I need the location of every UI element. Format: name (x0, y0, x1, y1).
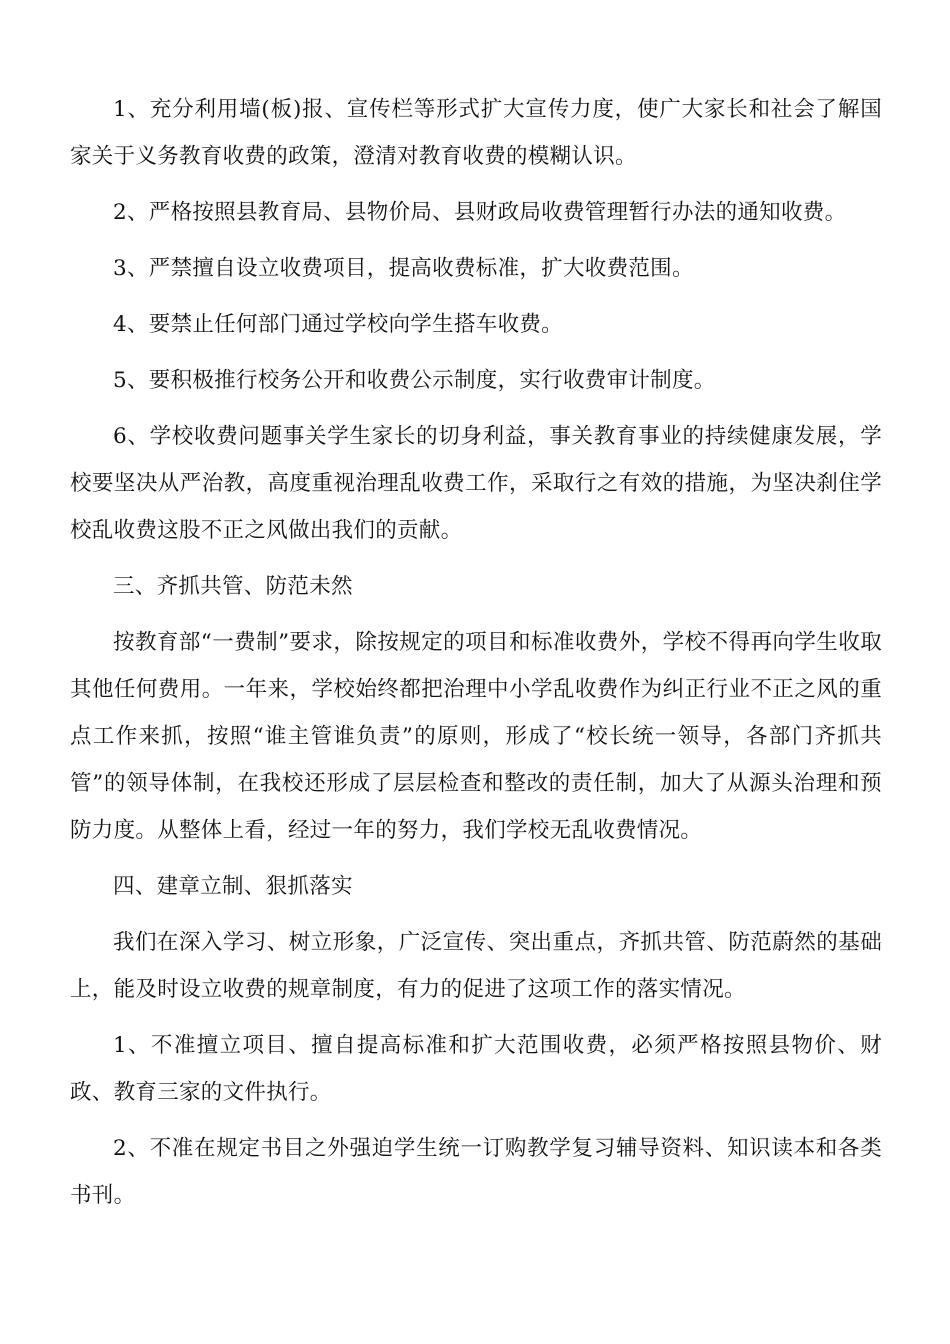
document-page (70, 86, 882, 1228)
paragraph-publicity: 1、充分利用墙(板)报、宣传栏等形式扩大宣传力度，使广大家长和社会了解国家关于义务教育收费的政策，澄清对教育收费的模糊认识。 (70, 97, 882, 169)
section-heading-4: 四、建章立制、狠抓落实 (113, 874, 353, 899)
paragraph-fee-disclosure: 5、要积极推行校务公开和收费公示制度，实行收费审计制度。 (113, 368, 716, 393)
paragraph-rule-2: 2、不准在规定书目之外强迫学生统一订购教学复习辅导资料、知识读本和各类书刊。 (70, 1136, 882, 1208)
paragraph-one-fee-system: 按教育部“一费制”要求，除按规定的项目和标准收费外，学校不得再向学生收取其他任何费用。一年来，学校始终都把治理中小学乱收费作为纠正行业不正之风的重点工作来抓，按照“谁主管谁负责”的原则，形成了“校长统一领导，各部门齐抓共管”的领导体制，在我校还形成了层层检查和整改的责任制，加大了从源头治理和预防力度。从整体上看，经过一年的努力，我们学校无乱收费情况。 (70, 630, 882, 843)
paragraph-school-fee-issue: 6、学校收费问题事关学生家长的切身利益，事关教育事业的持续健康发展，学校要坚决从严治教，高度重视治理乱收费工作，采取行之有效的措施，为坚决刹住学校乱收费这股不正之风做出我们的贡献。 (70, 424, 882, 543)
paragraph-rules-established: 我们在深入学习、树立形象，广泛宣传、突出重点，齐抓共管、防范蔚然的基础上，能及时设立收费的规章制度，有力的促进了这项工作的落实情况。 (70, 930, 882, 1002)
section-heading-3: 三、齐抓共管、防范未然 (113, 574, 353, 599)
paragraph-follow-rules: 2、严格按照县教育局、县物价局、县财政局收费管理暂行办法的通知收费。 (113, 200, 847, 225)
paragraph-no-piggyback-fees: 4、要禁止任何部门通过学校向学生搭车收费。 (113, 312, 563, 337)
paragraph-rule-1: 1、不准擅立项目、擅自提高标准和扩大范围收费，必须严格按照县物价、财政、教育三家的文件执行。 (70, 1033, 882, 1105)
paragraph-no-unauthorized-fees: 3、严禁擅自设立收费项目，提高收费标准，扩大收费范围。 (113, 256, 694, 281)
